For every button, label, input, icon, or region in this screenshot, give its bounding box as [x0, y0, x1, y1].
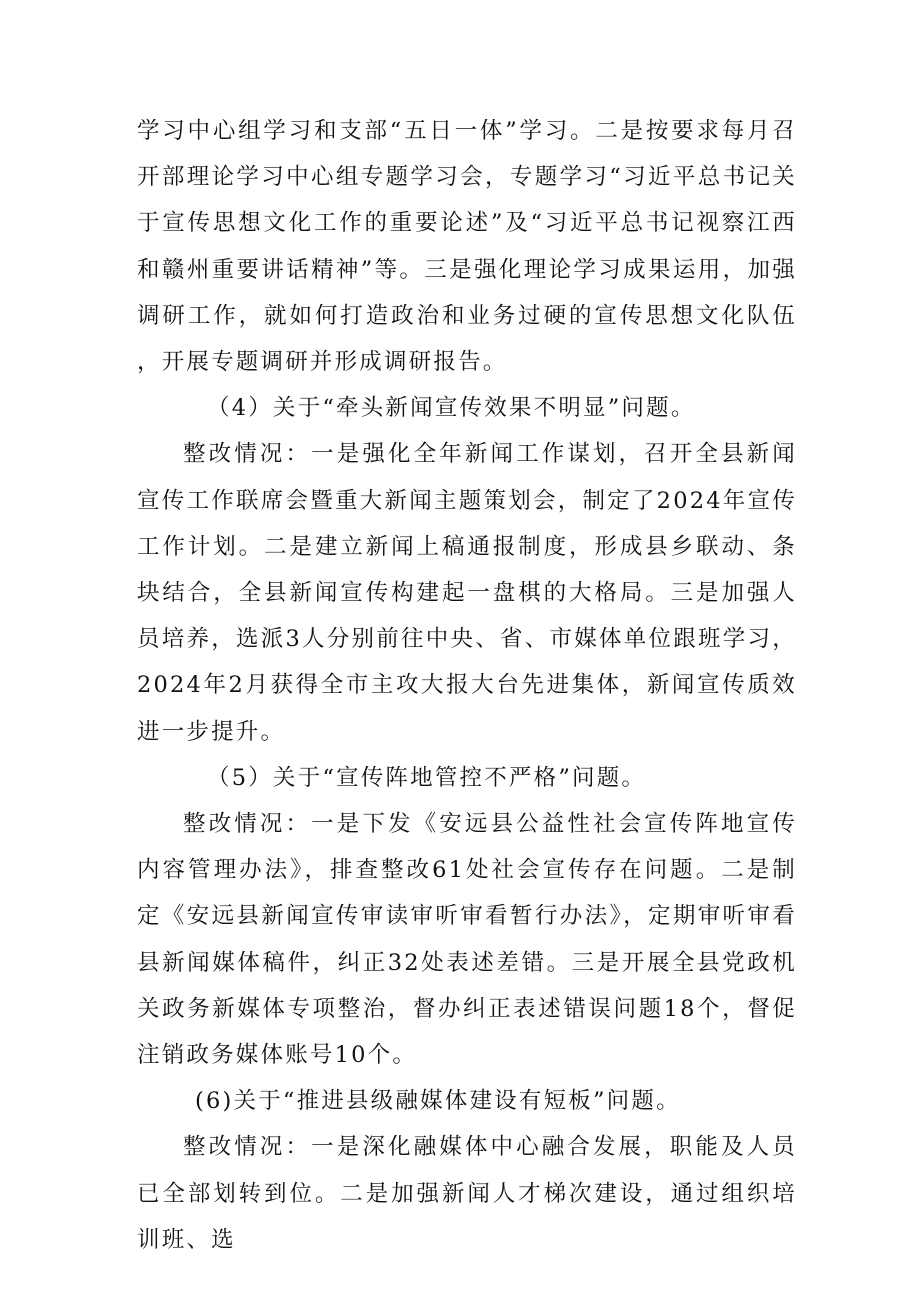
- heading-item-5: （5）关于“宣传阵地管控不严格”问题。: [207, 764, 647, 791]
- paragraph-rectification-6: 整改情况：一是深化融媒体中心融合发展，职能及人员已全部划转到位。二是加强新闻人才梯次建设，通过组织培训班、选: [137, 1134, 797, 1253]
- paragraph-study-continued: 学习中心组学习和支部“五日一体”学习。二是按要求每月召开部理论学习中心组专题学习会，专题学习“习近平总书记关于宣传思想文化工作的重要论述”及“习近平总书记视察江西和赣州重要讲话精神”等。三是强化理论学习成果运用，加强调研工作，就如何打造政治和业务过硬的宣传思想文化队伍，开展专题调研并形成调研报告。: [137, 118, 797, 376]
- paragraph-rectification-5: 整改情况：一是下发《安远县公益性社会宣传阵地宣传内容管理办法》，排查整改61处社会宣传存在问题。二是制定《安远县新闻宣传审读审听审看暂行办法》，定期审听审看县新闻媒体稿件，纠正32处表述差错。三是开展全县党政机关政务新媒体专项整治，督办纠正表述错误问题18个，督促注销政务媒体账号10个。: [137, 811, 797, 1069]
- document-body: [137, 108, 797, 1263]
- heading-item-4: （4）关于“牵头新闻宣传效果不明显”问题。: [207, 395, 696, 422]
- paragraph-rectification-4: 整改情况：一是强化全年新闻工作谋划，召开全县新闻宣传工作联席会暨重大新闻主题策划会，制定了2024年宣传工作计划。二是建立新闻上稿通报制度，形成县乡联动、条块结合，全县新闻宣传构建起一盘棋的大格局。三是加强人员培养，选派3人分别前往中央、省、市媒体单位跟班学习，2024年2月获得全市主攻大报大台先进集体，新闻宣传质效进一步提升。: [137, 441, 797, 745]
- heading-item-6: (6)关于“推进县级融媒体建设有短板”问题。: [195, 1088, 681, 1115]
